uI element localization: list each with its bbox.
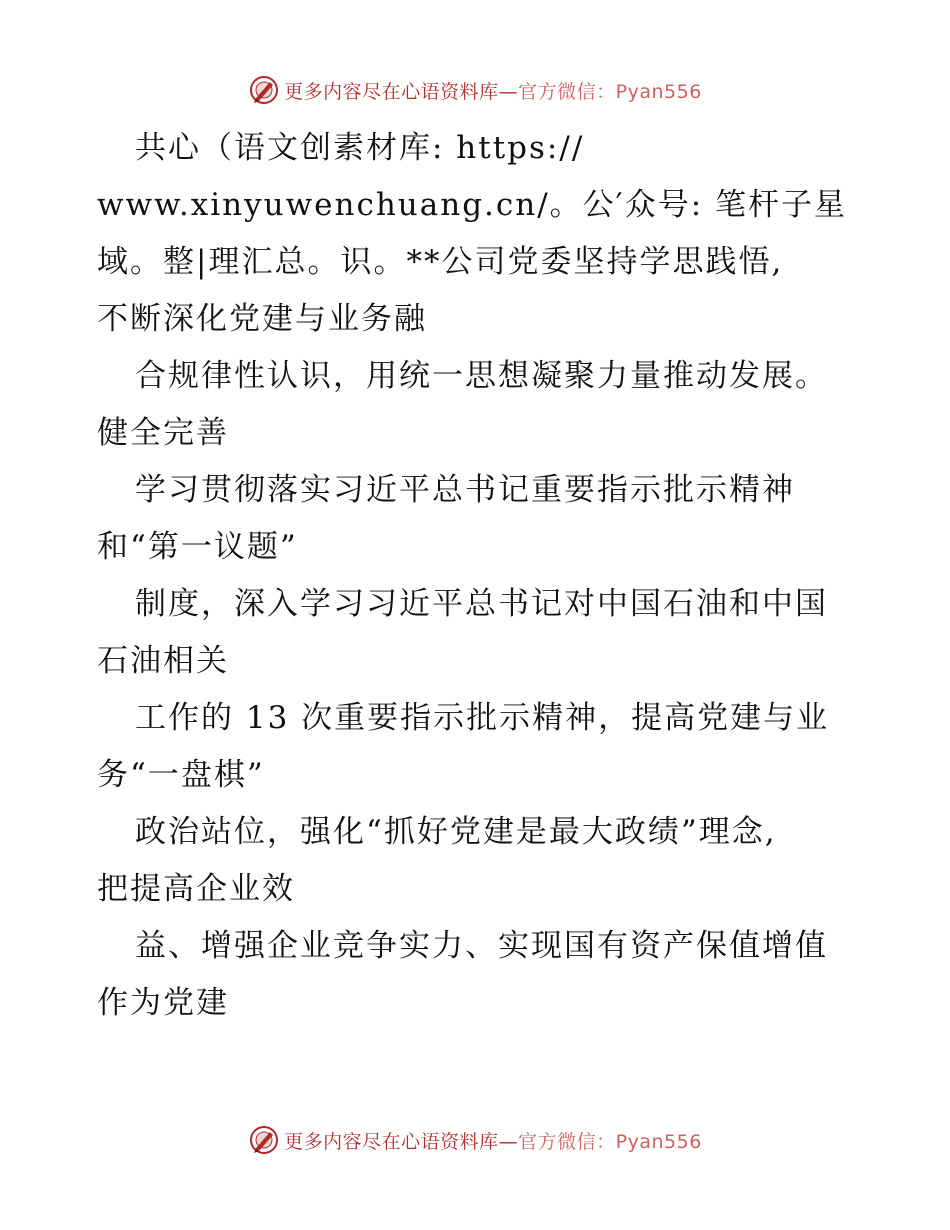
body-line: 把提高企业效 xyxy=(97,871,295,907)
pen-logo-icon xyxy=(248,74,280,106)
body-line: 和“第一议题” xyxy=(97,529,298,565)
watermark-main-text: 更多内容尽在心语资料库— xyxy=(284,1130,519,1153)
body-line: 石油相关 xyxy=(97,643,229,679)
header-watermark-banner xyxy=(0,70,950,110)
body-line: 政治站位，强化“抓好党建是最大政绩”理念, xyxy=(135,814,777,850)
body-line: 务“一盘棋” xyxy=(97,757,265,793)
document-body xyxy=(97,120,897,1032)
footer-watermark-banner xyxy=(0,1120,950,1160)
body-line: 合规律性认识，用统一思想凝聚力量推动发展。 xyxy=(135,358,828,394)
watermark-main-text: 更多内容尽在心语资料库— xyxy=(284,80,519,103)
body-line: 不断深化党建与业务融 xyxy=(97,301,427,337)
watermark-wechat-text: 官方微信：Pyan556 xyxy=(518,80,702,103)
watermark-text xyxy=(284,77,702,104)
body-line: 域。整|理汇总。识。**公司党委坚持学思践悟, xyxy=(97,244,784,280)
body-line: 工作的 13 次重要指示批示精神，提高党建与业 xyxy=(135,700,830,736)
body-line: 健全完善 xyxy=(97,415,229,451)
body-line: 益、增强企业竞争实力、实现国有资产保值增值 xyxy=(135,928,828,964)
body-line: 作为党建 xyxy=(97,985,229,1021)
body-line: www.xinyuwenchuang.cn/。公′众号: 笔杆子星 xyxy=(97,187,848,223)
pen-logo-icon xyxy=(248,1124,280,1156)
watermark-wechat-text: 官方微信：Pyan556 xyxy=(518,1130,702,1153)
watermark-text xyxy=(284,1127,702,1154)
body-line: 制度，深入学习习近平总书记对中国石油和中国 xyxy=(135,586,828,622)
body-line: 共心（语文创素材库: https:// xyxy=(135,130,585,166)
body-line: 学习贯彻落实习近平总书记重要指示批示精神 xyxy=(135,472,795,508)
